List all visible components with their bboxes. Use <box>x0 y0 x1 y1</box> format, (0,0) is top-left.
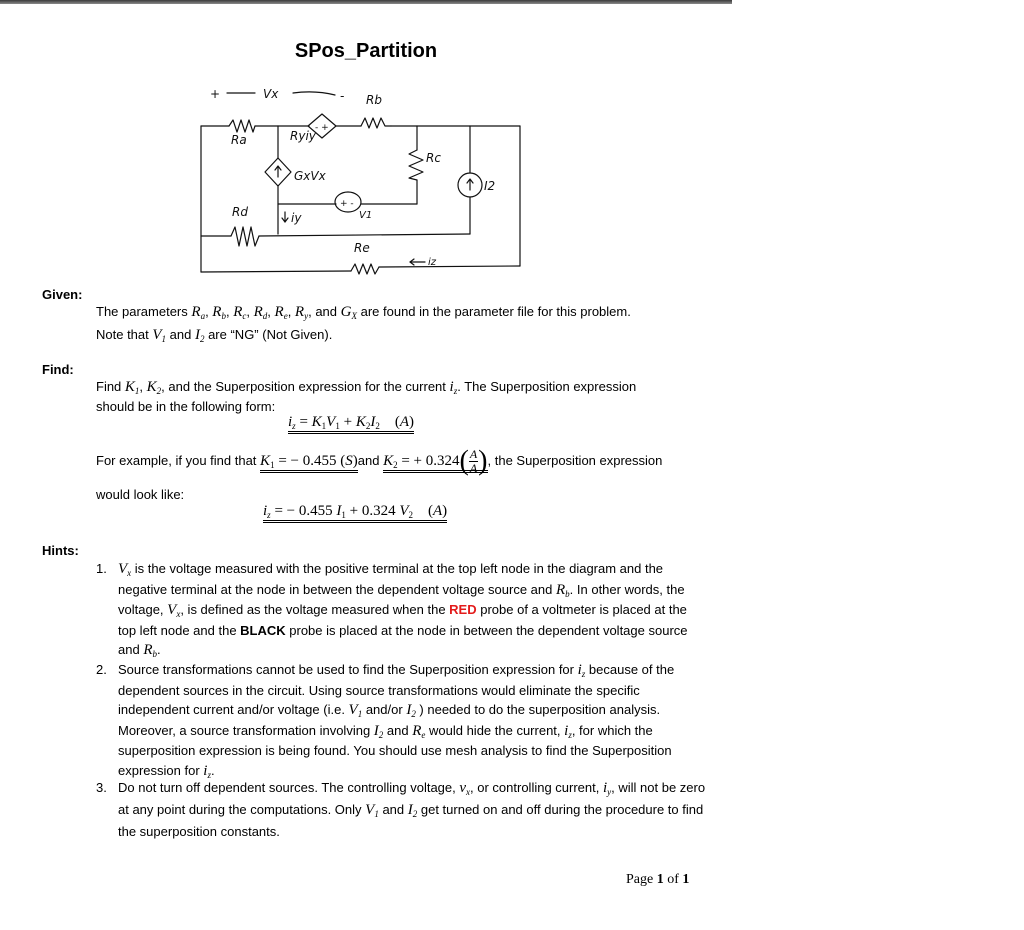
iy-label: iy <box>291 211 302 225</box>
page-number: Page 1 of 1 <box>626 872 690 887</box>
rc-label: Rc <box>426 151 441 165</box>
vx-label: Vx <box>263 87 279 101</box>
v1-label: V1 <box>359 210 373 221</box>
example-k1: $K_1$ = − 0.455 (S) <box>260 453 358 473</box>
circuit-diagram <box>195 84 530 276</box>
hint-2: 2. Source transformations cannot be used to find the Superposition expression for $i_z$ because of the dependent sources in the circuit. Using source transformations would eliminate the specific independent current and/or voltage (i.e. $V_1$ and/or $I_2$ ) needed to do the superposition analysis. Moreover, a source transformation involving $I_2$ and $R_e$ would hide the current, $i_z$, for which the superposition expression is being found. You should use mesh analysis to find the Superposition expression for $i_z$. <box>96 662 675 780</box>
hint-3: 3. Do not turn off dependent sources. The controlling voltage, $v_x$, or controlling current, $i_y$, will not be zero at any point during the computations. Only $V_1$ and $I_2$ get turned on and off during the procedure to find the superposition constants. <box>96 780 706 839</box>
red-probe-text: RED <box>449 602 477 617</box>
top-border <box>0 0 732 4</box>
hint-1: 1. $V_x$ is the voltage measured with the positive terminal at the top left node in the diagram and the negative terminal at the node in between the dependent voltage source and $R_b$. In other words, the voltage, $V_x$, is defined as the voltage measured when the RED probe of a voltmeter is placed at the top left node and the BLACK probe is placed at the node in between the dependent voltage source and $R_b$. <box>96 561 688 659</box>
dependent-current-label: GxVx <box>294 169 326 183</box>
re-label: Re <box>354 241 370 255</box>
black-probe-text: BLACK <box>240 622 286 638</box>
dependent-voltage-polarity: - + <box>315 123 329 133</box>
hints-heading: Hints: <box>42 543 79 558</box>
ra-label: Ra <box>231 133 247 147</box>
i2-label: I2 <box>484 179 496 193</box>
vx-plus-label: + <box>210 87 221 101</box>
iz-label: iz <box>428 257 437 268</box>
find-text: Find $K_1$, $K_2$, and the Superposition expression for the current $i_z$. The Superposition expression should be in the following form: <box>96 379 637 414</box>
example-line-2: would look like: <box>96 487 185 502</box>
given-heading: Given: <box>42 287 83 302</box>
vx-minus-label: - <box>340 89 345 103</box>
example-text: For example, if you find that $K_1$ = − 0.455 (S)and $K_2$ = + 0.324( $\frac{A}{A}$ ), the Superposition expression <box>96 445 663 477</box>
given-line-1: The parameters $R_a$, $R_b$, $R_c$, $R_d$, $R_e$, $R_y$, and $G_X$ are found in the parameter file for this problem. <box>96 304 631 321</box>
example-equation: $i_z$ = − 0.455 $I_1 + 0.324$ $V_2$ (A) <box>263 503 447 520</box>
find-heading: Find: <box>42 362 74 377</box>
example-k2: $K_2$ = + 0.324( $\frac{A}{A}$ ) <box>383 445 488 477</box>
rb-label: Rb <box>366 93 382 107</box>
form-equation: $i_z = K_1V_1 + K_2I_2$ (A) <box>288 414 414 431</box>
v1-polarity: + - <box>340 199 354 209</box>
dependent-voltage-label: Ryiy <box>290 129 316 143</box>
given-line-2: Note that $V_1$ and $I_2$ are “NG” (Not Given). <box>96 327 333 344</box>
resistor-ra <box>229 120 255 132</box>
rd-label: Rd <box>232 205 248 219</box>
page-title: SPos_Partition <box>294 40 438 62</box>
given-text <box>96 302 716 345</box>
